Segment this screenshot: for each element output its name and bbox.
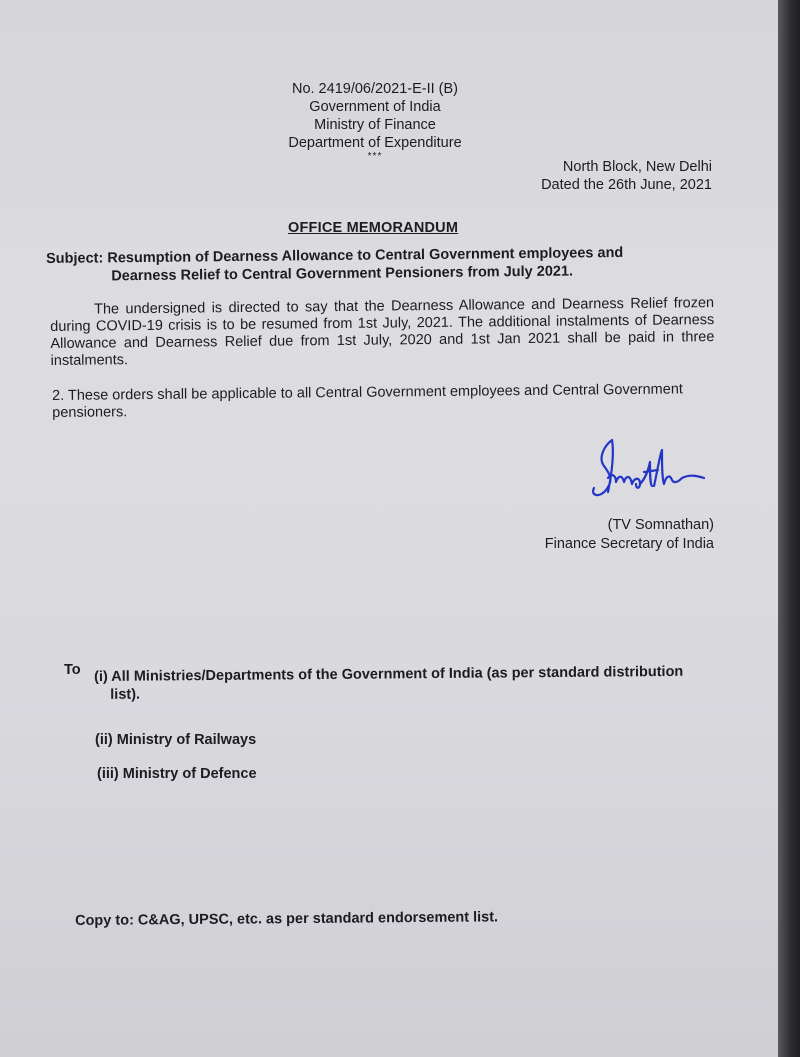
signature	[582, 432, 712, 514]
recipient-item-1-line-2: list).	[110, 686, 141, 703]
subject	[46, 244, 666, 286]
signatory-designation: Finance Secretary of India	[544, 536, 714, 552]
to-label: To	[64, 662, 81, 678]
recipient-item-2: (ii) Ministry of Railways	[95, 732, 257, 748]
signature-stroke	[593, 440, 704, 495]
reference-number: No. 2419/06/2021-E-II (B)	[291, 81, 459, 97]
place-date-block	[470, 158, 712, 194]
government-name: Government of India	[309, 99, 441, 115]
place: North Block, New Delhi	[562, 159, 712, 175]
separator-stars: ***	[367, 151, 383, 162]
ministry-name: Ministry of Finance	[314, 117, 436, 133]
signatory-block	[500, 516, 714, 554]
recipient-item-1	[94, 663, 704, 704]
background-edge	[778, 0, 800, 1057]
recipient-item-1-line-1: (i) All Ministries/Departments of the Government of India (as per standard distribution	[94, 663, 684, 685]
copy-to: Copy to: C&AG, UPSC, etc. as per standard endorsement list.	[75, 909, 499, 929]
subject-line-1: Resumption of Dearness Allowance to Central Government employees and	[107, 244, 624, 267]
subject-label: Subject:	[46, 250, 104, 267]
recipient-item-3: (iii) Ministry of Defence	[97, 766, 257, 782]
body-paragraph-2: 2. These orders shall be applicable to all Central Government employees and Central Government pensioners.	[52, 381, 683, 421]
signatory-name: (TV Somnathan)	[607, 517, 714, 533]
department-name: Department of Expenditure	[288, 135, 462, 151]
memo-title: OFFICE MEMORANDUM	[288, 220, 459, 236]
letterhead	[240, 80, 510, 162]
subject-line-2: Dearness Relief to Central Government Pensioners from July 2021.	[111, 263, 574, 285]
body-paragraph-1: The undersigned is directed to say that the Dearness Allowance and Dearness Relief frozen during COVID-19 crisis is to be resumed from 1st July, 2021. The additional instalments of Dearness Allowance and Dearness Relief due from 1st July, 2020 and 1st Jan 2021 shall be paid in three instalments.	[50, 295, 715, 369]
date: Dated the 26th June, 2021	[541, 177, 712, 193]
